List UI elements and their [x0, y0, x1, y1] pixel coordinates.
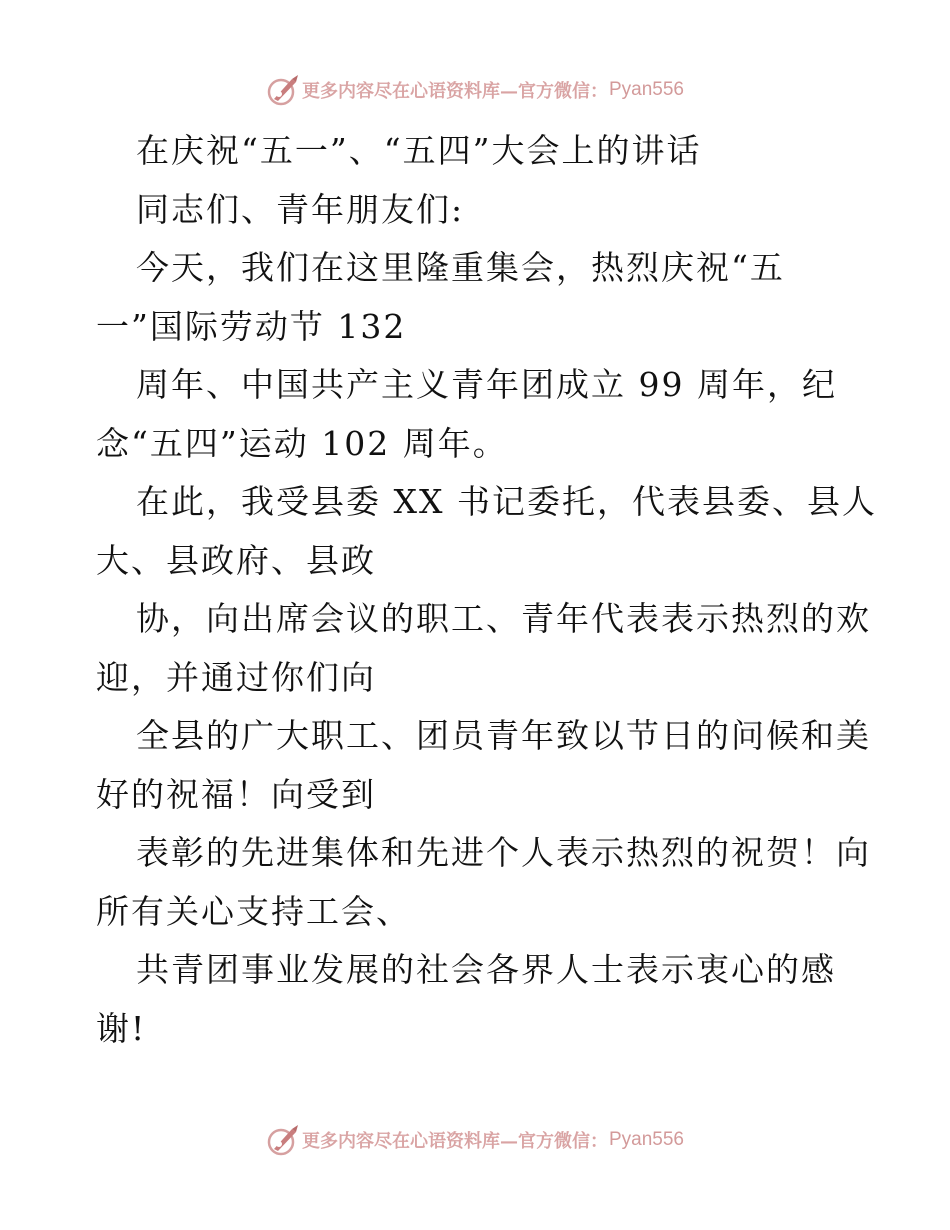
text-line: 周年、中国共产主义青年团成立 99 周年，纪: [136, 365, 837, 404]
text-line: 协，向出席会议的职工、青年代表表示热烈的欢: [136, 599, 871, 638]
text-line: 迎，并通过你们向: [96, 657, 376, 697]
text-line: 共青团事业发展的社会各界人士表示衷心的感: [136, 950, 836, 989]
quill-pen-logo-icon: [266, 73, 300, 107]
document-title: 在庆祝“五一”、“五四”大会上的讲话: [136, 131, 702, 170]
text-line: 同志们、青年朋友们:: [136, 189, 465, 229]
text-line: 在此，我受县委 XX 书记委托，代表县委、县人: [136, 482, 877, 521]
banner-text: 更多内容尽在心语资料库—官方微信：: [301, 81, 608, 102]
text-line: 念“五四”运动 102 周年。: [96, 423, 508, 463]
text-line: 所有关心支持工会、: [96, 891, 411, 931]
banner-text: 更多内容尽在心语资料库—官方微信：: [301, 1131, 608, 1152]
banner-wechat-id: Pyan556: [608, 1129, 684, 1150]
text-line: 今天，我们在这里隆重集会，热烈庆祝“五: [136, 248, 785, 287]
text-line: 好的祝福！向受到: [96, 774, 376, 814]
banner-wechat-id: Pyan556: [608, 79, 684, 100]
text-line: 谢!: [96, 1008, 147, 1048]
document-body: [96, 122, 896, 1058]
header-watermark-banner: [0, 70, 950, 110]
text-line: 大、县政府、县政: [96, 540, 376, 580]
quill-pen-logo-icon: [266, 1123, 300, 1157]
text-line: 表彰的先进集体和先进个人表示热烈的祝贺！向: [136, 833, 871, 872]
text-line: 一”国际劳动节 132: [96, 306, 407, 346]
text-line: 全县的广大职工、团员青年致以节日的问候和美: [136, 716, 871, 755]
footer-watermark-banner: [0, 1120, 950, 1160]
